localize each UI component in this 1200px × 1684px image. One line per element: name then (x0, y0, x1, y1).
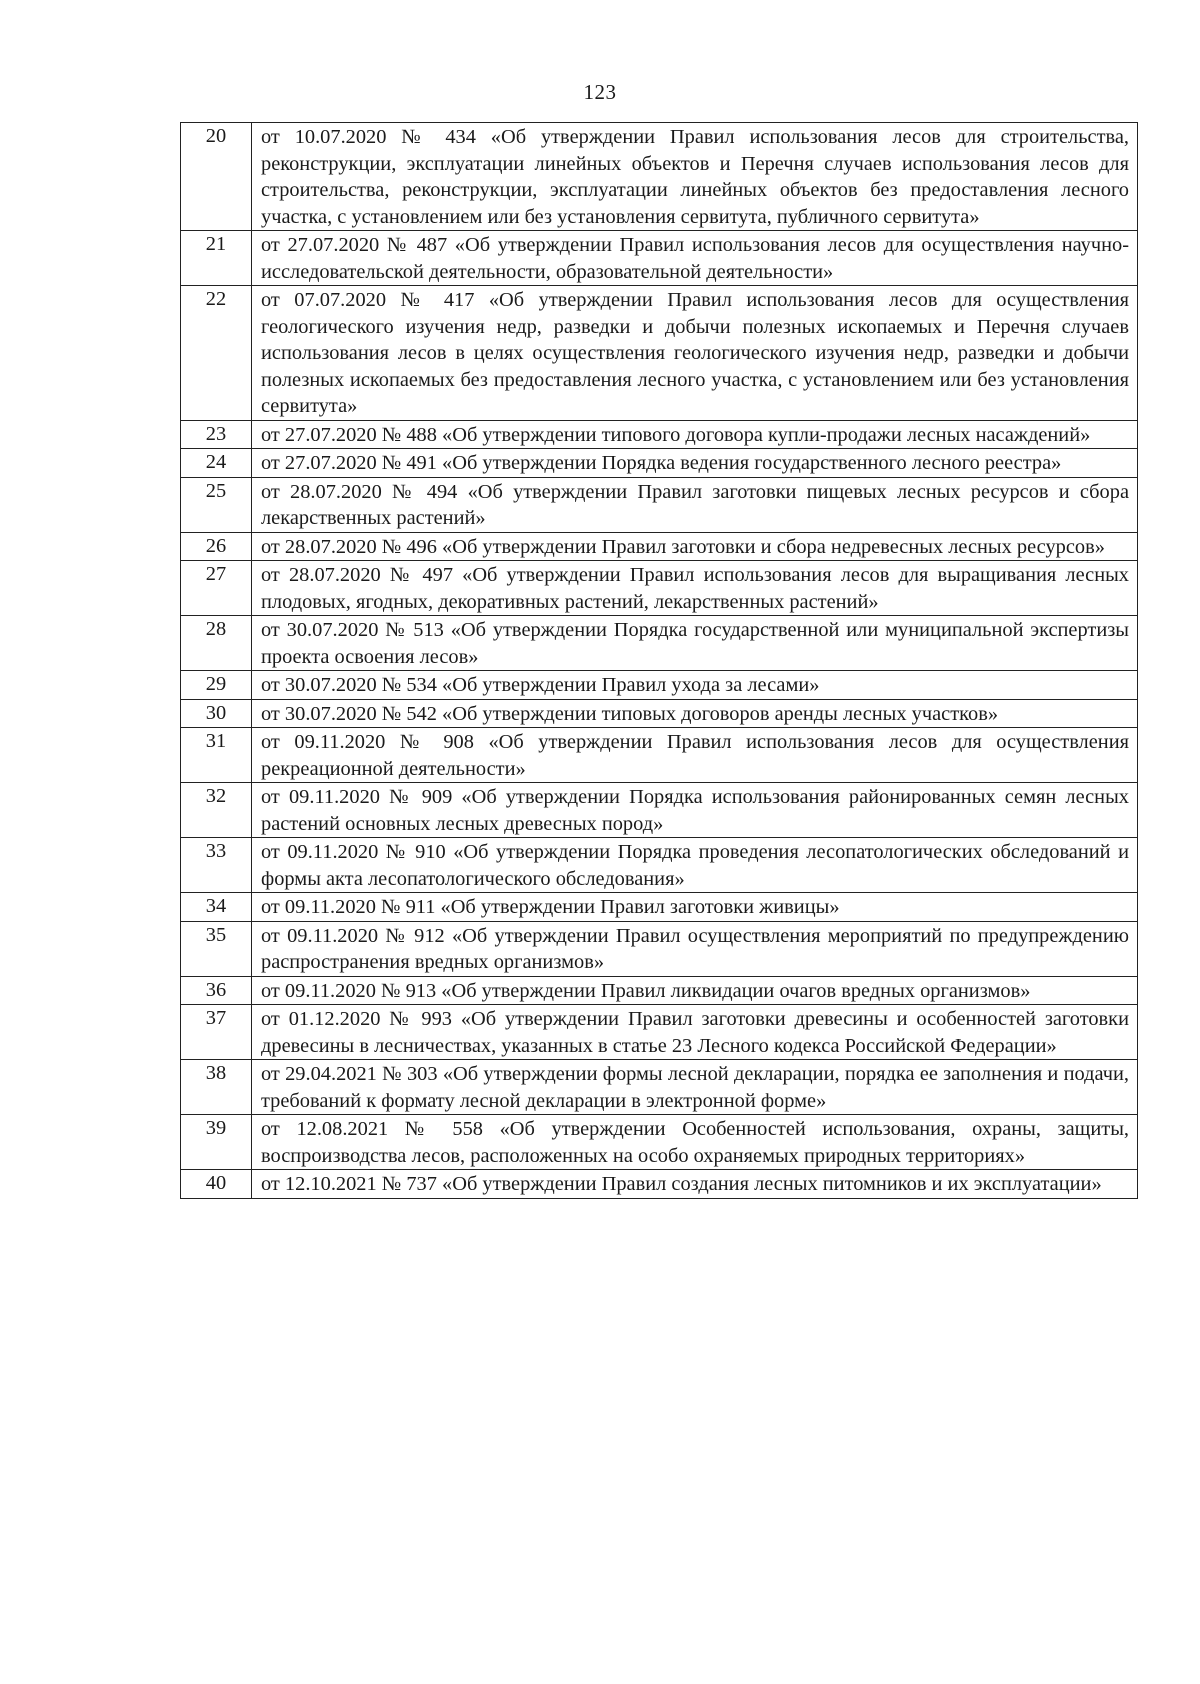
table-row (181, 838, 1138, 893)
row-number: 27 (181, 561, 252, 616)
row-number: 20 (181, 123, 252, 231)
table-row (181, 123, 1138, 231)
row-number: 28 (181, 616, 252, 671)
table-row (181, 449, 1138, 478)
row-text: от 12.10.2021 № 737 «Об утверждении Правил создания лесных питомников и их эксплуатации» (252, 1170, 1138, 1199)
row-text: от 28.07.2020 № 496 «Об утверждении Правил заготовки и сбора недревесных лесных ресурсов» (252, 532, 1138, 561)
row-number: 26 (181, 532, 252, 561)
row-text: от 30.07.2020 № 534 «Об утверждении Правил ухода за лесами» (252, 671, 1138, 700)
table-row (181, 477, 1138, 532)
row-text: от 09.11.2020 № 911 «Об утверждении Правил заготовки живицы» (252, 893, 1138, 922)
row-number: 23 (181, 420, 252, 449)
table-row (181, 671, 1138, 700)
row-number: 40 (181, 1170, 252, 1199)
regulations-table-body (181, 123, 1138, 1199)
table-row (181, 616, 1138, 671)
page-number: 123 (583, 80, 617, 104)
table-row (181, 1060, 1138, 1115)
row-text: от 28.07.2020 № 497 «Об утверждении Правил использования лесов для выращивания лесных плодовых, ягодных, декоративных растений, лекарственных растений» (252, 561, 1138, 616)
row-text: от 09.11.2020 № 913 «Об утверждении Правил ликвидации очагов вредных организмов» (252, 976, 1138, 1005)
row-number: 22 (181, 286, 252, 421)
row-text: от 12.08.2021 № 558 «Об утверждении Особенностей использования, охраны, защиты, воспроизводства лесов, расположенных на особо охраняемых природных территориях» (252, 1115, 1138, 1170)
row-text: от 01.12.2020 № 993 «Об утверждении Правил заготовки древесины и особенностей заготовки древесины в лесничествах, указанных в статье 23 Лесного кодекса Российской Федерации» (252, 1005, 1138, 1060)
row-text: от 27.07.2020 № 488 «Об утверждении типового договора купли-продажи лесных насаждений» (252, 420, 1138, 449)
row-text: от 09.11.2020 № 908 «Об утверждении Правил использования лесов для осуществления рекреационной деятельности» (252, 728, 1138, 783)
row-text: от 27.07.2020 № 491 «Об утверждении Порядка ведения государственного лесного реестра» (252, 449, 1138, 478)
table-row (181, 783, 1138, 838)
table-row (181, 420, 1138, 449)
row-text: от 09.11.2020 № 912 «Об утверждении Правил осуществления мероприятий по предупреждению распространения вредных организмов» (252, 921, 1138, 976)
row-number: 21 (181, 231, 252, 286)
table-row (181, 532, 1138, 561)
table-row (181, 699, 1138, 728)
row-number: 32 (181, 783, 252, 838)
row-text: от 30.07.2020 № 542 «Об утверждении типовых договоров аренды лесных участков» (252, 699, 1138, 728)
table-row (181, 561, 1138, 616)
row-text: от 28.07.2020 № 494 «Об утверждении Правил заготовки пищевых лесных ресурсов и сбора лекарственных растений» (252, 477, 1138, 532)
row-number: 35 (181, 921, 252, 976)
table-row (181, 231, 1138, 286)
row-number: 39 (181, 1115, 252, 1170)
row-text: от 09.11.2020 № 909 «Об утверждении Порядка использования районированных семян лесных растений основных лесных древесных пород» (252, 783, 1138, 838)
row-number: 33 (181, 838, 252, 893)
row-number: 34 (181, 893, 252, 922)
row-number: 36 (181, 976, 252, 1005)
table-row (181, 728, 1138, 783)
row-number: 31 (181, 728, 252, 783)
row-number: 38 (181, 1060, 252, 1115)
table-row (181, 976, 1138, 1005)
table-row (181, 286, 1138, 421)
row-number: 24 (181, 449, 252, 478)
regulations-table (180, 122, 1138, 1199)
row-text: от 30.07.2020 № 513 «Об утверждении Порядка государственной или муниципальной экспертизы проекта освоения лесов» (252, 616, 1138, 671)
row-number: 29 (181, 671, 252, 700)
row-text: от 29.04.2021 № 303 «Об утверждении формы лесной декларации, порядка ее заполнения и подачи, требований к формату лесной декларации в электронной форме» (252, 1060, 1138, 1115)
row-number: 30 (181, 699, 252, 728)
row-text: от 10.07.2020 № 434 «Об утверждении Правил использования лесов для строительства, реконструкции, эксплуатации линейных объектов и Перечня случаев использования лесов для строительства, реконструкции, эксплуатации линейных объектов без предоставления лесного участка, с установлением или без установления сервитута, публичного сервитута» (252, 123, 1138, 231)
table-row (181, 1170, 1138, 1199)
row-text: от 07.07.2020 № 417 «Об утверждении Правил использования лесов для осуществления геологического изучения недр, разведки и добычи полезных ископаемых и Перечня случаев использования лесов в целях осуществления геологического изучения недр, разведки и добычи полезных ископаемых без предоставления лесного участка, с установлением или без установления сервитута» (252, 286, 1138, 421)
row-number: 25 (181, 477, 252, 532)
table-row (181, 893, 1138, 922)
table-row (181, 1005, 1138, 1060)
row-text: от 09.11.2020 № 910 «Об утверждении Порядка проведения лесопатологических обследований и формы акта лесопатологического обследования» (252, 838, 1138, 893)
table-row (181, 1115, 1138, 1170)
row-text: от 27.07.2020 № 487 «Об утверждении Правил использования лесов для осуществления научно-исследовательской деятельности, образовательной деятельности» (252, 231, 1138, 286)
row-number: 37 (181, 1005, 252, 1060)
table-row (181, 921, 1138, 976)
